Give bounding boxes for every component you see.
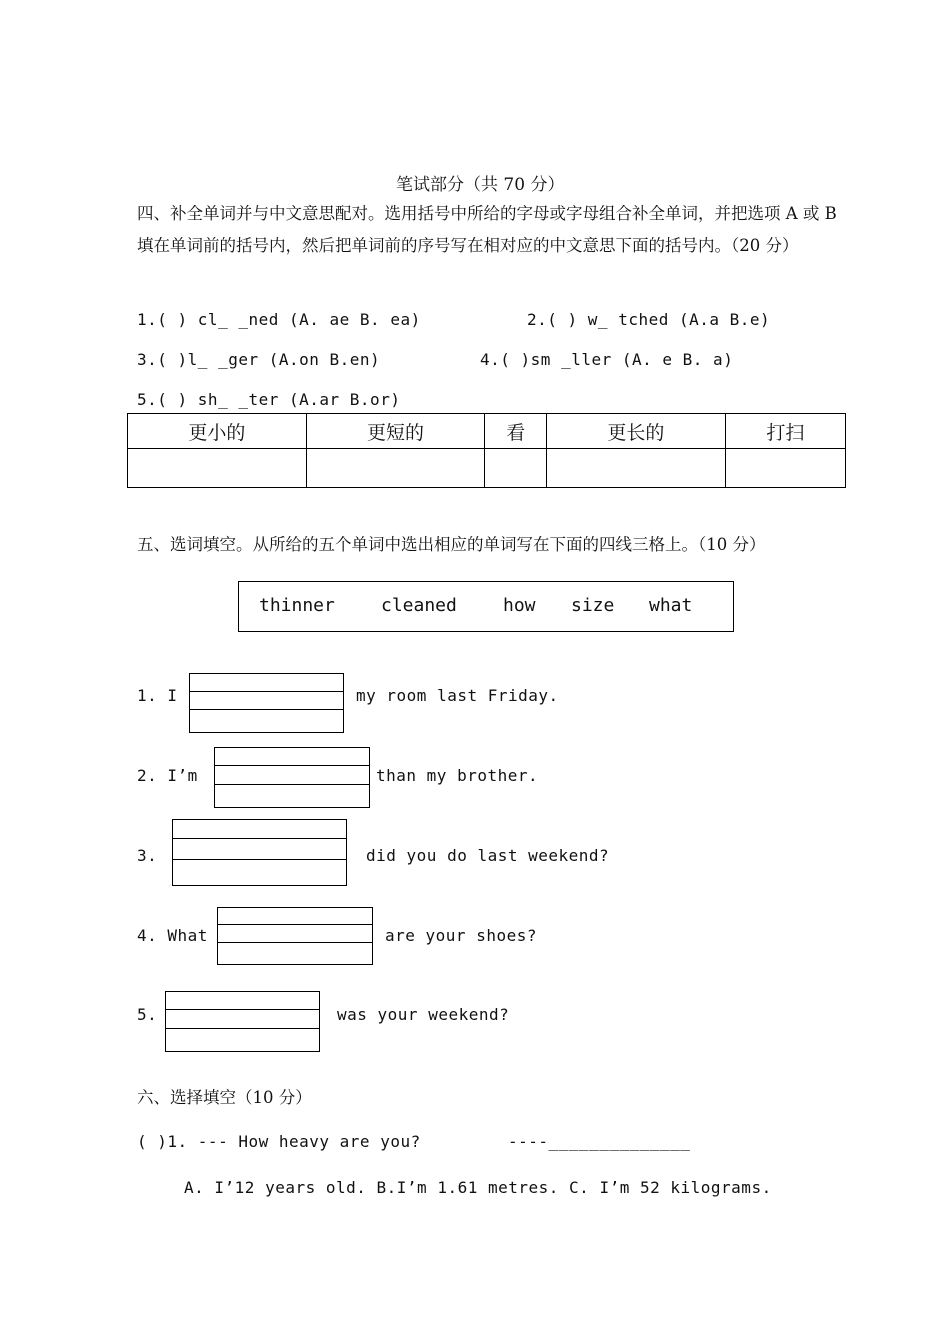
page-title: 笔试部分（共 70 分） bbox=[396, 175, 565, 195]
four-line-answer[interactable] bbox=[172, 819, 347, 886]
four-line-answer[interactable] bbox=[217, 907, 373, 965]
section5-instruction: 五、选词填空。从所给的五个单词中选出相应的单词写在下面的四线三格上。（10 分） bbox=[137, 535, 766, 554]
section4-item-3: 3.( )l_ _ger (A.on B.en) bbox=[137, 350, 381, 369]
matching-table bbox=[127, 413, 846, 488]
table-header: 更长的 bbox=[547, 414, 726, 449]
word-bank-item: cleaned bbox=[381, 595, 457, 616]
word-bank-item: how bbox=[503, 595, 536, 616]
section4-instruction: 四、补全单词并与中文意思配对。选用括号中所给的字母或字母组合补全单词，并把选项 A 或 B 填在单词前的括号内，然后把单词前的序号写在相对应的中文意思下面的括号内。（20 分） bbox=[137, 204, 837, 255]
word-bank-item: what bbox=[649, 595, 693, 616]
sentence-prefix: 2. I’m bbox=[137, 766, 198, 785]
sentence-prefix: 3. bbox=[137, 846, 158, 865]
four-line-answer[interactable] bbox=[189, 673, 344, 733]
sentence-prefix: 1. I bbox=[137, 686, 178, 705]
answer-cell[interactable] bbox=[485, 449, 547, 488]
table-header: 看 bbox=[485, 414, 547, 449]
question-1-answer-blank[interactable]: ----______________ bbox=[508, 1132, 691, 1151]
table-header: 更小的 bbox=[128, 414, 307, 449]
four-line-answer[interactable] bbox=[214, 747, 370, 808]
section4-item-4: 4.( )sm _ller (A. e B. a) bbox=[480, 350, 734, 369]
sentence-suffix: was your weekend? bbox=[337, 1005, 510, 1024]
section4-item-1: 1.( ) cl_ _ned (A. ae B. ea) bbox=[137, 310, 421, 329]
sentence-suffix: my room last Friday. bbox=[356, 686, 559, 705]
sentence-suffix: than my brother. bbox=[376, 766, 539, 785]
sentence-prefix: 5. bbox=[137, 1005, 158, 1024]
section4-item-5: 5.( ) sh_ _ter (A.ar B.or) bbox=[137, 390, 401, 409]
answer-cell[interactable] bbox=[725, 449, 845, 488]
word-bank-item: size bbox=[571, 595, 615, 616]
question-1-options: A. I’12 years old. B.I’m 1.61 metres. C. I’m 52 kilograms. bbox=[184, 1178, 772, 1197]
word-bank bbox=[238, 581, 734, 632]
word-bank-item: thinner bbox=[259, 595, 335, 616]
section6-instruction: 六、选择填空（10 分） bbox=[137, 1088, 312, 1107]
table-header: 打扫 bbox=[725, 414, 845, 449]
table-header: 更短的 bbox=[306, 414, 485, 449]
answer-cell[interactable] bbox=[128, 449, 307, 488]
question-1-prompt: ( )1. --- How heavy are you? bbox=[137, 1132, 421, 1151]
sentence-suffix: are your shoes? bbox=[385, 926, 537, 945]
answer-cell[interactable] bbox=[306, 449, 485, 488]
four-line-answer[interactable] bbox=[165, 991, 320, 1052]
sentence-prefix: 4. What bbox=[137, 926, 208, 945]
section4-item-2: 2.( ) w_ tched (A.a B.e) bbox=[527, 310, 771, 329]
answer-cell[interactable] bbox=[547, 449, 726, 488]
sentence-suffix: did you do last weekend? bbox=[366, 846, 610, 865]
